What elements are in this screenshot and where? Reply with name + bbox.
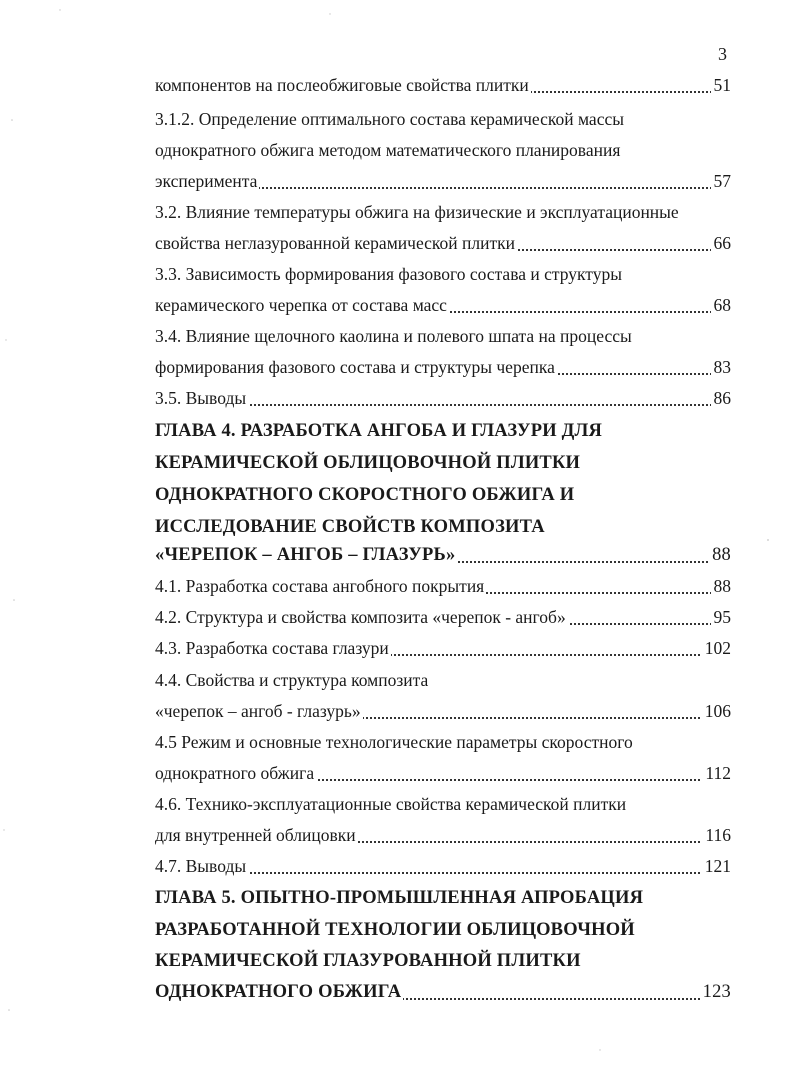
toc-line-text: 4.6. Технико-эксплуатационные свойства керамической плитки	[155, 794, 627, 814]
toc-line-text: КЕРАМИЧЕСКОЙ ОБЛИЦОВОЧНОЙ ПЛИТКИ	[155, 453, 581, 473]
toc-line	[155, 166, 731, 196]
toc-line	[155, 70, 731, 100]
toc-line-text: для внутренней облицовки	[155, 825, 356, 845]
chapter-heading	[155, 946, 731, 976]
toc-line-page: 116	[702, 820, 731, 850]
toc-line-text: «ЧЕРЕПОК – АНГОБ – ГЛАЗУРЬ»	[155, 545, 456, 565]
toc-line-text: керамического черепка от состава масс	[155, 295, 447, 315]
toc-line	[155, 228, 731, 258]
toc-line-text: 4.2. Структура и свойства композита «черепок - ангоб»	[155, 607, 566, 627]
toc-line-page: 83	[711, 352, 732, 382]
toc-line-page: 68	[711, 290, 732, 320]
toc-line-page: 66	[711, 228, 732, 258]
toc-line	[155, 633, 731, 663]
chapter-heading	[155, 883, 731, 913]
toc-line-text: 4.7. Выводы	[155, 856, 247, 876]
toc-line-page: 112	[702, 758, 731, 788]
toc-line-page: 123	[700, 977, 731, 1007]
toc-line	[155, 820, 731, 850]
toc-line-page: 106	[702, 696, 731, 726]
toc-line-text: 3.4. Влияние щелочного каолина и полевого шпата на процессы	[155, 326, 632, 346]
toc-line-text: 3.1.2. Определение оптимального состава керамической массы	[155, 109, 624, 129]
toc-line	[155, 352, 731, 382]
toc-line	[155, 104, 731, 134]
chapter-heading	[155, 416, 731, 446]
toc-line-text: РАЗРАБОТАННОЙ ТЕХНОЛОГИИ ОБЛИЦОВОЧНОЙ	[155, 920, 635, 940]
toc-line-page: 86	[711, 383, 732, 413]
toc-line-page: 88	[709, 540, 731, 570]
toc-line	[155, 571, 731, 601]
toc-line-text: ГЛАВА 5. ОПЫТНО-ПРОМЫШЛЕННАЯ АПРОБАЦИЯ	[155, 888, 644, 908]
toc-line-text: ИССЛЕДОВАНИЕ СВОЙСТВ КОМПОЗИТА	[155, 517, 545, 537]
toc-line-page: 51	[711, 70, 732, 100]
page-number: 3	[718, 44, 727, 64]
toc-line	[155, 135, 731, 165]
toc-line-text: компонентов на послеобжиговые свойства плитки	[155, 75, 529, 95]
toc-line	[155, 696, 731, 726]
toc-line-text: однократного обжига	[155, 763, 315, 783]
chapter-heading	[155, 915, 731, 945]
chapter-heading	[155, 512, 731, 542]
chapter-heading	[155, 448, 731, 478]
toc-line-text: эксперимента	[155, 171, 258, 191]
toc-line-text: ОДНОКРАТНОГО СКОРОСТНОГО ОБЖИГА И	[155, 485, 575, 505]
toc-line-text: ОДНОКРАТНОГО ОБЖИГА	[155, 982, 402, 1002]
toc-line-page: 88	[711, 571, 732, 601]
toc-line	[155, 383, 731, 413]
toc-line	[155, 665, 731, 695]
toc-line	[155, 259, 731, 289]
toc-line	[155, 851, 731, 881]
toc-line-text: однократного обжига методом математического планирования	[155, 140, 621, 160]
toc-line	[155, 758, 731, 788]
chapter-heading	[155, 480, 731, 510]
toc-line-text: 4.3. Разработка состава глазури	[155, 638, 389, 658]
toc-line-text: 4.5 Режим и основные технологические параметры скоростного	[155, 732, 633, 752]
toc-line-text: 3.3. Зависимость формирования фазового состава и структуры	[155, 264, 622, 284]
chapter-heading	[155, 540, 731, 570]
toc-line-text: КЕРАМИЧЕСКОЙ ГЛАЗУРОВАННОЙ ПЛИТКИ	[155, 951, 581, 971]
toc-line	[155, 727, 731, 757]
toc-line	[155, 290, 731, 320]
toc-line-text: 3.5. Выводы	[155, 388, 247, 408]
toc-line-page: 102	[702, 633, 731, 663]
toc-line-page: 121	[702, 851, 731, 881]
toc-line	[155, 602, 731, 632]
toc-line-text: «черепок – ангоб - глазурь»	[155, 701, 361, 721]
toc-line	[155, 321, 731, 351]
chapter-heading	[155, 977, 731, 1007]
toc-line-page: 57	[711, 166, 732, 196]
toc-line-text: свойства неглазурованной керамической плитки	[155, 233, 515, 253]
toc-line-text: 3.2. Влияние температуры обжига на физические и эксплуатационные	[155, 202, 679, 222]
toc-line	[155, 197, 731, 227]
toc-line-text: ГЛАВА 4. РАЗРАБОТКА АНГОБА И ГЛАЗУРИ ДЛЯ	[155, 421, 603, 441]
toc-line	[155, 789, 731, 819]
toc-line-text: 4.1. Разработка состава ангобного покрытия	[155, 576, 485, 596]
toc-line-text: формирования фазового состава и структуры черепка	[155, 357, 555, 377]
toc-line-text: 4.4. Свойства и структура композита	[155, 670, 429, 690]
toc-line-page: 95	[711, 602, 732, 632]
